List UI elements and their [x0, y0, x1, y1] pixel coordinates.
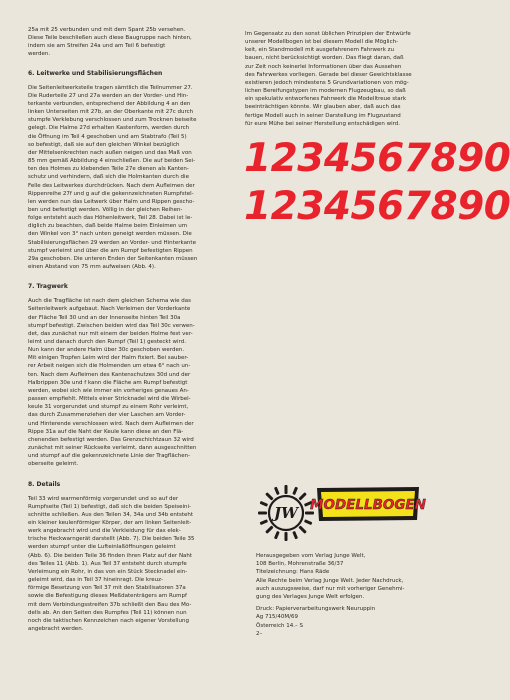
text-line: Herausgegeben vom Verlag Junge Welt,	[256, 553, 366, 559]
text-line: auch auszugsweise, darf nur mit vorheriger Genehmi-	[256, 585, 405, 592]
text-line: Österreich 14.– S	[256, 622, 303, 629]
junge-welt-emblem-icon	[257, 484, 315, 542]
text-line: rer Arbeit neigen sich die Holmenden um etwa 6° nach un-	[28, 363, 191, 370]
text-line: schutz und verhindern, daß sich die Holmkanten durch die	[28, 174, 189, 181]
text-line: noch die taktischen Kennzeichen nach eigener Vorstellung	[28, 617, 189, 624]
text-line: dells ab. An den Seiten des Rumpfes (Teil 11) können nun	[28, 609, 187, 616]
text-line: die Öffnung im Teil 4 geschoben und am Stabtrafo (Teil 5)	[28, 133, 187, 140]
text-line: werden stumpf unter die Lufteinlaßöffnungen geleimt	[28, 544, 176, 551]
text-line: Seitenleitwerk aufgebaut. Nach Verleimen der Vorderkante	[28, 306, 191, 313]
red-digit-decals-row-2: 1234567890	[244, 184, 510, 229]
text-line: geleimt wird, das in Teil 37 hineinragt. Die kreuz-	[28, 577, 163, 584]
text-line: zur Zeit noch keinerlei Informationen über das Aussehen	[245, 63, 402, 70]
text-line: einen Abstand von 75 mm aufweisen (Abb. 4).	[28, 264, 156, 271]
text-line: det, das zunächst nur mit einem der beiden Holme fest ver-	[28, 330, 193, 337]
modellbogen-logo	[310, 486, 426, 522]
text-line: gelegt. Die Halme 27d erhalten Kastenform, werden durch	[28, 125, 190, 132]
print-info	[256, 605, 456, 638]
text-line: oberseite geleimt.	[28, 461, 79, 468]
text-line: bauen, nicht berücksichtigt worden. Das fliegt daran, daß	[245, 55, 404, 62]
text-line: und Hinterende verschlossen wird. Nach dem Aufleimen der	[28, 420, 194, 427]
text-line: Mit einigen Tropfen Leim wird der Halm fixiert. Bei sauber-	[28, 355, 189, 362]
intro-paragraph	[28, 26, 233, 59]
text-line: so befestigt, daß sie auf den gleichen Winkel bezüglich	[28, 141, 180, 148]
text-line: gung des Verlages Junge Welt erfolgen.	[256, 594, 365, 601]
section-heading-leitwerke: 6. Leitwerke und Stabilisierungsflächen	[28, 69, 163, 77]
text-line: Verleimung ein Rohr, in das von ein Stück Stecknadel ein-	[28, 568, 188, 575]
text-line: Rippe 31a auf die Naht der Keule kann diese an den Flä-	[28, 428, 184, 435]
text-line: Halbrippen 30e und f kann die Fläche am Rumpf befestigt	[28, 379, 188, 386]
text-line: chenenden befestigt werden. Das Grenzschichtzaun 32 wird	[28, 436, 194, 443]
text-line: Felle des Leitwerkes durchdrücken. Nach dem Aufleimen der	[28, 182, 195, 189]
text-line: ten. Nach dem Aufleimen des Kantenschutzes 30d und der	[28, 371, 191, 378]
text-line: Im Gegensatz zu den sonst üblichen Prinzipien der Entwürfe	[245, 31, 411, 37]
text-line: stumpf befestigt. Zwischen beiden wird das Teil 30c verwen-	[28, 322, 195, 329]
text-line: passen empfiehlt. Mittels einer Stricknadel wird die Wirbel-	[28, 396, 191, 403]
text-line: das durch Zusammenziehen der vier Laschen am Vorder-	[28, 412, 186, 419]
publisher-branding	[257, 484, 467, 544]
text-line: ben und befestigt werden. Völlig in der gleichen Reihen-	[28, 206, 183, 213]
text-line: Rumpfseite (Teil 1) befestigt, daß sich die beiden Speiseini-	[28, 503, 192, 510]
text-line: ten des Holmes zu klebenden Teile 27e dienen als Kanten-	[28, 166, 189, 173]
red-digit-decals-row-1: 1234567890	[244, 136, 510, 181]
text-line: Nun kann der andere Halm über 30c geschoben werden.	[28, 347, 185, 354]
text-line: zunächst mit seiner Rückseite verleimt, dann ausgeschnitten	[28, 445, 197, 452]
section-8-text	[28, 495, 233, 634]
text-line: (Abb. 6). Die beiden Teile 36 finden ihren Platz auf der Naht	[28, 552, 193, 559]
text-line: keule 31 vorgerundet und stumpf zu einem Rohr verleimt,	[28, 404, 189, 411]
text-line: linken Unterseiten mit 27b, an der Oberkante mit 27c durch	[28, 109, 194, 116]
text-line: ein kleiner keulenförmiger Körper, der am linken Seitenleit-	[28, 519, 192, 526]
right-column-intro	[245, 30, 450, 128]
text-line: und stumpf auf die gekennzeichnete Linie der Tragflächen-	[28, 453, 191, 460]
text-line: 85 mm gemäß Abbildung 4 einschließen. Die auf beiden Sei-	[28, 158, 196, 165]
section-heading-details: 8. Details	[28, 480, 61, 488]
text-line: der Fläche Teil 30 und an der Innenseite hinten Teil 30a	[28, 314, 181, 321]
text-line: den Winkel von 3° nach unten geneigt werden müssen. Die	[28, 231, 192, 238]
text-line: 29a geschoben. Die unteren Enden der Seitenkanten müssen	[28, 255, 198, 262]
text-line: Auch die Tragfläche ist nach dem gleichen Schema wie das	[28, 298, 192, 305]
text-line: Alle Rechte beim Verlag Junge Welt. Jeder Nachdruck,	[256, 577, 404, 584]
text-line: angebracht werden.	[28, 626, 84, 632]
logo-text: MODELLBOGEN	[310, 497, 426, 513]
text-line: fertige Modell auch in seiner Darstellung im Flugzustand	[245, 112, 401, 119]
text-line: existieren jedoch mindestens 5 Grundvariationen von mög-	[245, 79, 409, 86]
imprint	[256, 552, 456, 638]
text-line: keit, ein Standmodell mit ausgefahrenem Fahrwerk zu	[245, 47, 395, 54]
text-line: diglich zu beachten, daß beide Halme beim Einleimen um	[28, 223, 188, 230]
text-line: leimt und danach durch den Rumpf (Teil 1) gesteckt wird.	[28, 339, 186, 345]
text-line: trische Heckwarngerät darstellt (Abb. 7). Die beiden Teile 35	[28, 536, 195, 543]
text-line: Titelzeichnung: Hans Räde	[256, 569, 330, 576]
text-line: mit dem Verbindungsstreifen 37b schließt den Bau des Mo-	[28, 601, 192, 608]
text-line: Teil 33 wird warmenförmig vorgerundet und so auf der	[28, 495, 179, 502]
text-line: terkante verbunden, entsprechend der Abbildung 4 an den	[28, 100, 191, 107]
text-line: beeinträchtigen könnte. Wir glauben aber, daß auch das	[245, 104, 401, 111]
section-7-text	[28, 297, 233, 468]
text-line: len werden nun das Leitwerk über Halm und Rippen gescho-	[28, 198, 195, 205]
text-line: indem sie am Streifen 24a und am Teil 6 befestigt	[28, 43, 166, 50]
text-line: schnitte schließen. Aus den Teilen 34, 34a und 34b entsteht	[28, 511, 194, 518]
text-line: der Mittelsenkrechten nach außen neigen und das Maß von	[28, 149, 192, 156]
text-line: Stabilisierungsflächen 29 werden an Vorder- und Hinterkante	[28, 239, 196, 246]
text-line: Die Seitenleitwerksteile tragen sämtlich die Teilnummer 27.	[28, 84, 193, 91]
text-line: sowie die Befestigung dieses Meßdatenträgers am Rumpf	[28, 593, 187, 600]
text-line: für eure Mühe bei seiner Herstellung entschädigen wird.	[245, 120, 401, 127]
text-line: Druck: Papierverarbeitungswerk Neuruppin	[256, 606, 376, 613]
text-line: förmige Besetzung von Teil 37 mit den Stabilisatoren 37a	[28, 585, 186, 592]
text-line: stumpf verleimt und über die am Rumpf befestigten Rippen	[28, 247, 193, 254]
text-line: werden, wobei sich wie immer ein vorheriges genaues An-	[28, 387, 189, 394]
text-line: 25a mit 25 verbunden und mit dem Spant 25b versehen.	[28, 27, 186, 33]
text-line: Die Ruderteile 27 und 27a werden an der Vorder- und Hin-	[28, 92, 189, 99]
text-line: werk angebracht wird und die Verkleidung für das elek-	[28, 528, 181, 535]
section-heading-tragwerk: 7. Tragwerk	[28, 283, 68, 291]
text-line: werden.	[28, 51, 51, 58]
text-line: stumpfe Verklebung verschlossen und zum Trocknen beiseite	[28, 117, 197, 124]
text-line: lichen Bereifungstypen im modernen Flugzeugbau, so daß	[245, 88, 406, 95]
text-line: ein spekulativ entworfenes Fahrwerk die Modelltreue stark	[245, 96, 407, 103]
text-line: Rippenreihe 27f und g auf die gekennzeichneten Rumpfstel-	[28, 190, 194, 197]
text-line: folge entsteht auch das Höhenleitwerk, Teil 28. Dabei ist le-	[28, 215, 193, 222]
text-line: des Teiles 11 (Abb. 1). Aus Teil 37 entsteht durch stumpfe	[28, 560, 187, 567]
text-line: 108 Berlin, Mohrenstraße 36/37	[256, 561, 344, 568]
text-line: 2–	[256, 630, 263, 637]
text-line: unserer Modellbogen ist bei diesem Modell die Möglich-	[245, 39, 399, 46]
text-line: Ag 715/40M/69	[256, 614, 298, 621]
left-column	[28, 26, 233, 633]
emblem-letters: JW	[274, 504, 298, 522]
text-line: Diese Teile beschließen auch diese Baugruppe nach hinten,	[28, 35, 192, 42]
text-line: des Fahrwerkes vorliegen. Gerade bei dieser Gewichtsklasse	[245, 71, 412, 78]
section-6-text	[28, 84, 233, 272]
